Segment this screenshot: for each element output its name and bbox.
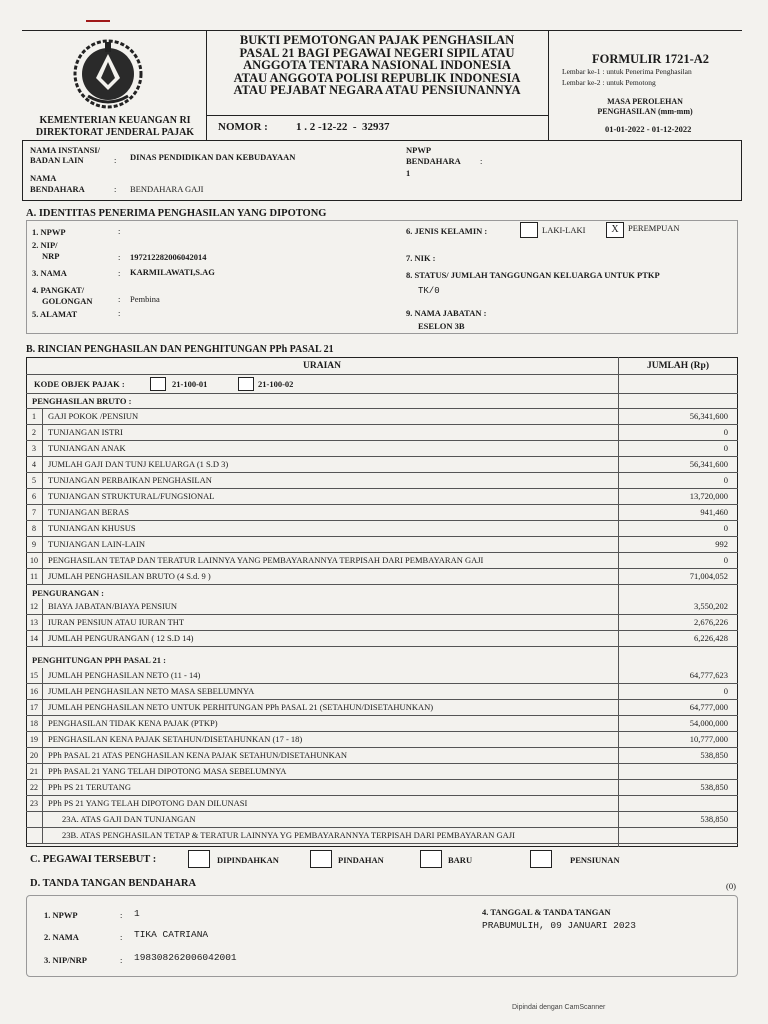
pindahan-checkbox[interactable] [310,850,332,868]
row-amount: 0 [723,555,728,565]
masa-label-line: PENGHASILAN (mm-mm) [597,107,693,116]
formulir-code: FORMULIR 1721-A2 [592,52,710,66]
row-number: 1 [26,409,43,424]
nama-instansi-label [30,145,100,165]
nip-label [32,240,59,262]
table-row [26,569,738,585]
title-line: ATAU ANGGOTA POLISI REPUBLIK INDONESIA [233,70,521,85]
row-description: JUMLAH PENGHASILAN NETO UNTUK PERHITUNGAN PPh PASAL 21 (SETAHUN/DISETAHUNKAN) [48,702,434,712]
row-number: 12 [26,599,43,614]
table-row [26,796,738,812]
table-row [26,764,738,780]
nama-bendahara-label [30,173,85,195]
column-divider [618,569,619,585]
column-divider [618,521,619,537]
row-description: PPh PASAL 21 YANG TELAH DIPOTONG MASA SEBELUMNYA [48,766,287,776]
row-amount: 0 [723,443,728,453]
row-description: TUNJANGAN KHUSUS [48,523,136,533]
table-row [26,668,738,684]
title-line: ATAU PEJABAT NEGARA ATAU PENSIUNANNYA [233,83,521,98]
row-amount: 0 [723,475,728,485]
label-line: GOLONGAN [42,296,93,306]
bendahara-nip-value: 198308262006042001 [134,952,237,963]
table-row [26,631,738,647]
colon: : [120,955,123,965]
label-line: 4. PANGKAT/ [32,285,85,295]
document-title [210,34,544,97]
ttd-value: PRABUMULIH, 09 JANUARI 2023 [482,920,636,931]
row-amount: 538,850 [700,782,728,792]
column-divider [618,716,619,732]
perempuan-label: PEREMPUAN [628,223,680,233]
column-divider [618,473,619,489]
label-line: BADAN LAIN [30,155,84,165]
table-row [26,553,738,569]
column-divider [618,537,619,553]
table-row [26,780,738,796]
dipindahkan-label: DIPINDAHKAN [217,855,279,865]
row-description: TUNJANGAN ISTRI [48,427,123,437]
row-description: TUNJANGAN ANAK [48,443,126,453]
row-description: PPh PASAL 21 ATAS PENGHASILAN KENA PAJAK SETAHUN/DISETAHUNKAN [48,750,348,760]
table-row [26,716,738,732]
table-row [26,732,738,748]
pensiunan-label: PENSIUNAN [570,855,620,865]
ministry-line: KEMENTERIAN KEUANGAN RI [39,115,191,126]
nama-label: 3. NAMA [32,268,67,278]
column-divider [618,780,619,796]
lembar-1: Lembar ke-1 : untuk Penerima Penghasilan [562,67,692,76]
row-number: 6 [26,489,43,504]
row-description: TUNJANGAN PERBAIKAN PENGHASILAN [48,475,212,485]
row-description: PENGHASILAN TIDAK KENA PAJAK (PTKP) [48,718,218,728]
row-number: 21 [26,764,43,779]
bruto-header: PENGHASILAN BRUTO : [32,396,132,406]
row-amount: 941,460 [700,507,728,517]
kode-21-100-01-checkbox[interactable] [150,377,166,391]
title-line: BUKTI PEMOTONGAN PAJAK PENGHASILAN [239,33,515,47]
label-line: NRP [42,251,60,261]
row-amount: 538,850 [700,814,728,824]
row-amount: 3,550,202 [694,601,728,611]
row-amount: 71,004,052 [689,571,728,581]
masa-perolehan-label [560,97,730,117]
pph-header: PENGHITUNGAN PPH PASAL 21 : [32,655,166,665]
lembar-2: Lembar ke-2 : untuk Pemotong [562,78,656,87]
nip-value: 197212282006042014 [130,252,207,262]
column-divider [618,748,619,764]
row-number: 2 [26,425,43,440]
status-value: TK/0 [418,286,440,296]
row-description: 23B. ATAS PENGHASILAN TETAP & TERATUR LAINNYA YG PEMBAYARANNYA TERPISAH DARI PEMBAYARAN GAJI [62,830,515,840]
row-amount: 54,000,000 [689,718,728,728]
pensiunan-checkbox[interactable] [530,850,552,868]
table-row [26,828,738,844]
column-divider [618,441,619,457]
row-description: JUMLAH PENGHASILAN BRUTO (4 S.d. 9 ) [48,571,211,581]
bendahara-npwp-label: 1. NPWP [44,910,78,920]
kode-21-100-01: 21-100-01 [172,379,208,389]
row-amount: 6,226,428 [694,633,728,643]
perempuan-checkbox[interactable]: X [606,222,624,238]
label-line: NAMA [30,173,57,183]
colon: : [118,252,121,262]
column-divider [618,599,619,615]
row-number: 5 [26,473,43,488]
camscanner-watermark: Dipindai dengan CamScanner [512,1004,606,1011]
pengurangan-header: PENGURANGAN : [32,588,105,598]
row-description: JUMLAH GAJI DAN TUNJ KELUARGA (1 S.D 3) [48,459,229,469]
pangkat-label [32,285,93,307]
row-description: TUNJANGAN LAIN-LAIN [48,539,146,549]
colon: : [118,226,121,236]
row-number: 9 [26,537,43,552]
column-divider [618,684,619,700]
status-label: 8. STATUS/ JUMLAH TANGGUNGAN KELUARGA UNTUK PTKP [406,270,660,280]
row-amount: 10,777,000 [689,734,728,744]
row-description: 23A. ATAS GAJI DAN TUNJANGAN [62,814,196,824]
row-number: 7 [26,505,43,520]
section-c-title: C. PEGAWAI TERSEBUT : [30,854,157,865]
nama-instansi-value: DINAS PENDIDIKAN DAN KEBUDAYAAN [130,152,296,162]
table-row [26,615,738,631]
jabatan-value: ESELON 3B [418,321,465,331]
row-amount: 992 [715,539,728,549]
masa-label-line: MASA PEROLEHAN [607,97,683,106]
kemenkeu-emblem-icon [68,34,148,112]
table-row [26,441,738,457]
column-divider [618,457,619,473]
colon: : [480,156,483,166]
row-amount: 13,720,000 [689,491,728,501]
colon: : [120,932,123,942]
row-amount: 538,850 [700,750,728,760]
row-description: PPh PS 21 YANG TELAH DIPOTONG DAN DILUNASI [48,798,248,808]
nama-bendahara-value: BENDAHARA GAJI [130,184,204,194]
masa-perolehan-value: 01-01-2022 - 01-12-2022 [605,124,692,134]
table-row [26,409,738,425]
title-line: PASAL 21 BAGI PEGAWAI NEGERI SIPIL ATAU [239,45,515,60]
jabatan-label: 9. NAMA JABATAN : [406,308,487,318]
row-description: JUMLAH PENGHASILAN NETO (11 - 14) [48,670,201,680]
row-number: 18 [26,716,43,731]
colon: : [120,910,123,920]
nama-value: KARMILAWATI,S.AG [130,267,215,277]
uraian-header: URAIAN [303,361,341,371]
npwp-bendahara-value: 1 [406,168,411,178]
row-description: PENGHASILAN KENA PAJAK SETAHUN/DISETAHUNKAN (17 - 18) [48,734,303,744]
row-description: JUMLAH PENGHASILAN NETO MASA SEBELUMNYA [48,686,255,696]
row-amount: 64,777,623 [689,670,728,680]
title-line: ANGGOTA TENTARA NASIONAL INDONESIA [243,58,511,73]
row-number: 3 [26,441,43,456]
row-amount: 56,341,600 [689,411,728,421]
row-amount: 0 [723,686,728,696]
column-divider [618,812,619,828]
table-row [26,425,738,441]
column-divider [618,489,619,505]
label-line: 2. NIP/ [32,240,58,250]
column-divider [618,668,619,684]
label-line: BENDAHARA [30,184,85,194]
pangkat-value: Pembina [130,294,160,304]
row-number: 4 [26,457,43,472]
column-divider [618,796,619,812]
nik-label: 7. NIK : [406,253,436,263]
column-divider [618,764,619,780]
row-number: 10 [26,553,43,568]
kode-objek-label: KODE OBJEK PAJAK : [34,379,125,389]
jumlah-header: JUMLAH (Rp) [646,361,709,371]
column-divider [618,553,619,569]
section-d-title: D. TANDA TANGAN BENDAHARA [30,878,197,889]
table-row [26,505,738,521]
laki-laki-checkbox[interactable] [520,222,538,238]
table-row [26,537,738,553]
row-amount: 0 [723,523,728,533]
nomor-value: 1 . 2 -12-22 - 32937 [296,121,390,133]
pindahan-label: PINDAHAN [338,855,384,865]
laki-laki-label: LAKI-LAKI [542,225,586,235]
ministry-name [24,115,206,139]
column-divider [618,425,619,441]
bendahara-nama-value: TIKA CATRIANA [134,929,209,940]
npwp-bendahara-label [406,145,461,167]
baru-label: BARU [448,855,473,865]
jenis-kelamin-label: 6. JENIS KELAMIN : [406,226,488,236]
table-row [26,748,738,764]
alamat-label: 5. ALAMAT [32,309,78,319]
row-description: IURAN PENSIUN ATAU IURAN THT [48,617,185,627]
kode-21-100-02: 21-100-02 [258,379,294,389]
column-divider [618,631,619,647]
row-description: TUNJANGAN STRUKTURAL/FUNGSIONAL [48,491,215,501]
column-divider [618,828,619,844]
row-amount: 56,341,600 [689,459,728,469]
baru-checkbox[interactable] [420,850,442,868]
row-amount: 0 [723,427,728,437]
table-row [26,599,738,615]
table-row [26,521,738,537]
table-row [26,457,738,473]
ttd-label: 4. TANGGAL & TANDA TANGAN [482,907,611,917]
label-line: NAMA INSTANSI/ [30,145,100,155]
section-b-title: B. RINCIAN PENGHASILAN DAN PENGHITUNGAN PPh PASAL 21 [26,344,334,355]
red-mark [86,20,110,22]
colon: : [118,308,121,318]
row-number: 17 [26,700,43,715]
row-number: 15 [26,668,43,683]
row-number: 16 [26,684,43,699]
row-description: TUNJANGAN BERAS [48,507,129,517]
colon: : [114,155,117,165]
column-divider [618,732,619,748]
colon: : [114,184,117,194]
kode-21-100-02-checkbox[interactable] [238,377,254,391]
row-number: 8 [26,521,43,536]
row-description: PPh PS 21 TERUTANG [48,782,131,792]
table-row [26,812,738,828]
row-amount: 2,676,226 [694,617,728,627]
column-divider [618,409,619,425]
dipindahkan-checkbox[interactable] [188,850,210,868]
colon: : [118,294,121,304]
column-divider [618,615,619,631]
row-number [26,828,43,843]
label-line: BENDAHARA [406,156,461,166]
bendahara-npwp-value: 1 [134,908,140,919]
table-row [26,700,738,716]
row-number [26,812,43,827]
directorate-line: DIREKTORAT JENDERAL PAJAK [35,127,195,138]
row-amount: 64,777,000 [689,702,728,712]
row-description: BIAYA JABATAN/BIAYA PENSIUN [48,601,178,611]
row-number: 19 [26,732,43,747]
section-d-code: (0) [726,881,736,891]
row-description: GAJI POKOK /PENSIUN [48,411,139,421]
column-divider [618,700,619,716]
row-number: 14 [26,631,43,646]
row-number: 20 [26,748,43,763]
row-description: JUMLAH PENGURANGAN ( 12 S.D 14) [48,633,194,643]
column-divider [618,505,619,521]
row-description: PENGHASILAN TETAP DAN TERATUR LAINNYA YANG PEMBAYARANNYA TERPISAH DARI PEMBAYARAN GAJI [48,555,484,565]
row-number: 22 [26,780,43,795]
npwp-label: 1. NPWP [32,227,66,237]
row-number: 23 [26,796,43,811]
table-row [26,473,738,489]
bendahara-nama-label: 2. NAMA [44,932,79,942]
section-d-box [26,895,738,977]
nomor-label: NOMOR : [218,121,268,133]
label-line: NPWP [406,145,432,155]
row-number: 11 [26,569,43,584]
section-a-title: A. IDENTITAS PENERIMA PENGHASILAN YANG DIPOTONG [26,208,327,219]
row-number: 13 [26,615,43,630]
bendahara-nip-label: 3. NIP/NRP [44,955,87,965]
table-row [26,489,738,505]
table-row [26,684,738,700]
colon: : [118,268,121,278]
